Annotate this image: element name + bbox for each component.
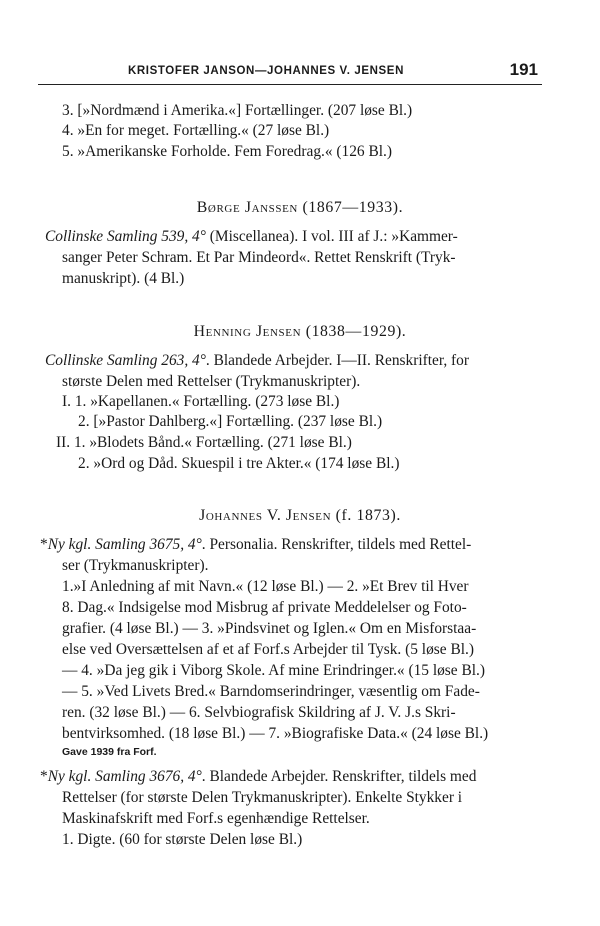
- entry-marker: *: [40, 768, 48, 785]
- list-item: 1. Digte. (60 for største Delen løse Bl.): [62, 831, 303, 848]
- author-name: Johannes V. Jensen: [199, 507, 332, 524]
- entry-text: . Personalia. Renskrifter, tildels med Rettel-: [201, 536, 472, 553]
- entry-line: [45, 351, 469, 371]
- entry-line: — 4. »Da jeg gik i Viborg Skole. Af mine Erindringer.« (15 løse Bl.): [62, 662, 485, 679]
- author-name: Henning Jensen: [193, 323, 302, 340]
- section-heading: [0, 199, 600, 217]
- entry-line: else ved Oversættelsen af et af Forf.s Arbejder til Tysk. (5 løse Bl.): [62, 641, 474, 658]
- list-item: I. 1. »Kapellanen.« Fortælling. (273 løse Bl.): [62, 393, 340, 410]
- running-title: KRISTOFER JANSON—JOHANNES V. JENSEN: [128, 65, 404, 77]
- collection-reference: Collinske Samling 539, 4°: [45, 228, 206, 245]
- page-number: 191: [509, 60, 538, 79]
- author-years: (1867—1933).: [302, 199, 404, 216]
- entry-line: Rettelser (for største Delen Trykmanuskripter). Enkelte Stykker i: [62, 789, 463, 806]
- entry-line: sanger Peter Schram. Et Par Mindeord«. Rettet Renskrift (Tryk-: [62, 249, 456, 266]
- running-header: [38, 58, 542, 85]
- entry-line: 1.»I Anledning af mit Navn.« (12 løse Bl.) — 2. »Et Brev til Hver: [62, 578, 469, 595]
- section-heading: [0, 323, 600, 341]
- entry-line: Maskinafskrift med Forf.s egenhændige Rettelser.: [62, 810, 370, 827]
- entry-line: [40, 767, 476, 787]
- gift-note: Gave 1939 fra Forf.: [62, 746, 157, 758]
- entry-line: ren. (32 løse Bl.) — 6. Selvbiografisk Skildring af J. V. J.s Skri-: [62, 704, 456, 721]
- entry-text: . Blandede Arbejder. I—II. Renskrifter, for: [205, 352, 469, 369]
- section-heading: [0, 507, 600, 525]
- list-item: 2. »Ord og Dåd. Skuespil i tre Akter.« (174 løse Bl.): [78, 455, 400, 472]
- entry-line: 8. Dag.« Indsigelse mod Misbrug af private Meddelelser og Foto-: [62, 599, 467, 616]
- list-item: 5. »Amerikanske Forholde. Fem Foredrag.« (126 Bl.): [62, 143, 392, 160]
- list-item: 4. »En for meget. Fortælling.« (27 løse Bl.): [62, 122, 330, 139]
- list-item: 3. [»Nordmænd i Amerika.«] Fortællinger. (207 løse Bl.): [62, 102, 413, 119]
- entry-line: [40, 535, 471, 555]
- entry-line: [45, 227, 458, 247]
- list-item: 2. [»Pastor Dahlberg.«] Fortælling. (237 løse Bl.): [78, 413, 383, 430]
- entry-line: ser (Trykmanuskripter).: [62, 557, 209, 574]
- author-name: Børge Janssen: [196, 199, 298, 216]
- entry-line: manuskript). (4 Bl.): [62, 270, 185, 287]
- author-years: (f. 1873).: [335, 507, 401, 524]
- collection-reference: Collinske Samling 263, 4°: [45, 352, 206, 369]
- entry-marker: *: [40, 536, 48, 553]
- entry-line: grafier. (4 løse Bl.) — 3. »Pindsvinet og Iglen.« Om en Misforstaa-: [62, 620, 477, 637]
- collection-reference: Ny kgl. Samling 3675, 4°: [47, 536, 202, 553]
- collection-reference: Ny kgl. Samling 3676, 4°: [47, 768, 202, 785]
- author-years: (1838—1929).: [305, 323, 407, 340]
- entry-line: bentvirksomhed. (18 løse Bl.) — 7. »Biografiske Data.« (24 løse Bl.): [62, 725, 489, 742]
- list-item: II. 1. »Blodets Bånd.« Fortælling. (271 løse Bl.): [56, 434, 352, 451]
- entry-line: største Delen med Rettelser (Trykmanuskripter).: [62, 373, 361, 390]
- entry-text: . Blandede Arbejder. Renskrifter, tildels med: [201, 768, 477, 785]
- entry-line: — 5. »Ved Livets Bred.« Barndomserindringer, væsentlig om Fade-: [62, 683, 480, 700]
- entry-text: (Miscellanea). I vol. III af J.: »Kammer-: [205, 228, 458, 245]
